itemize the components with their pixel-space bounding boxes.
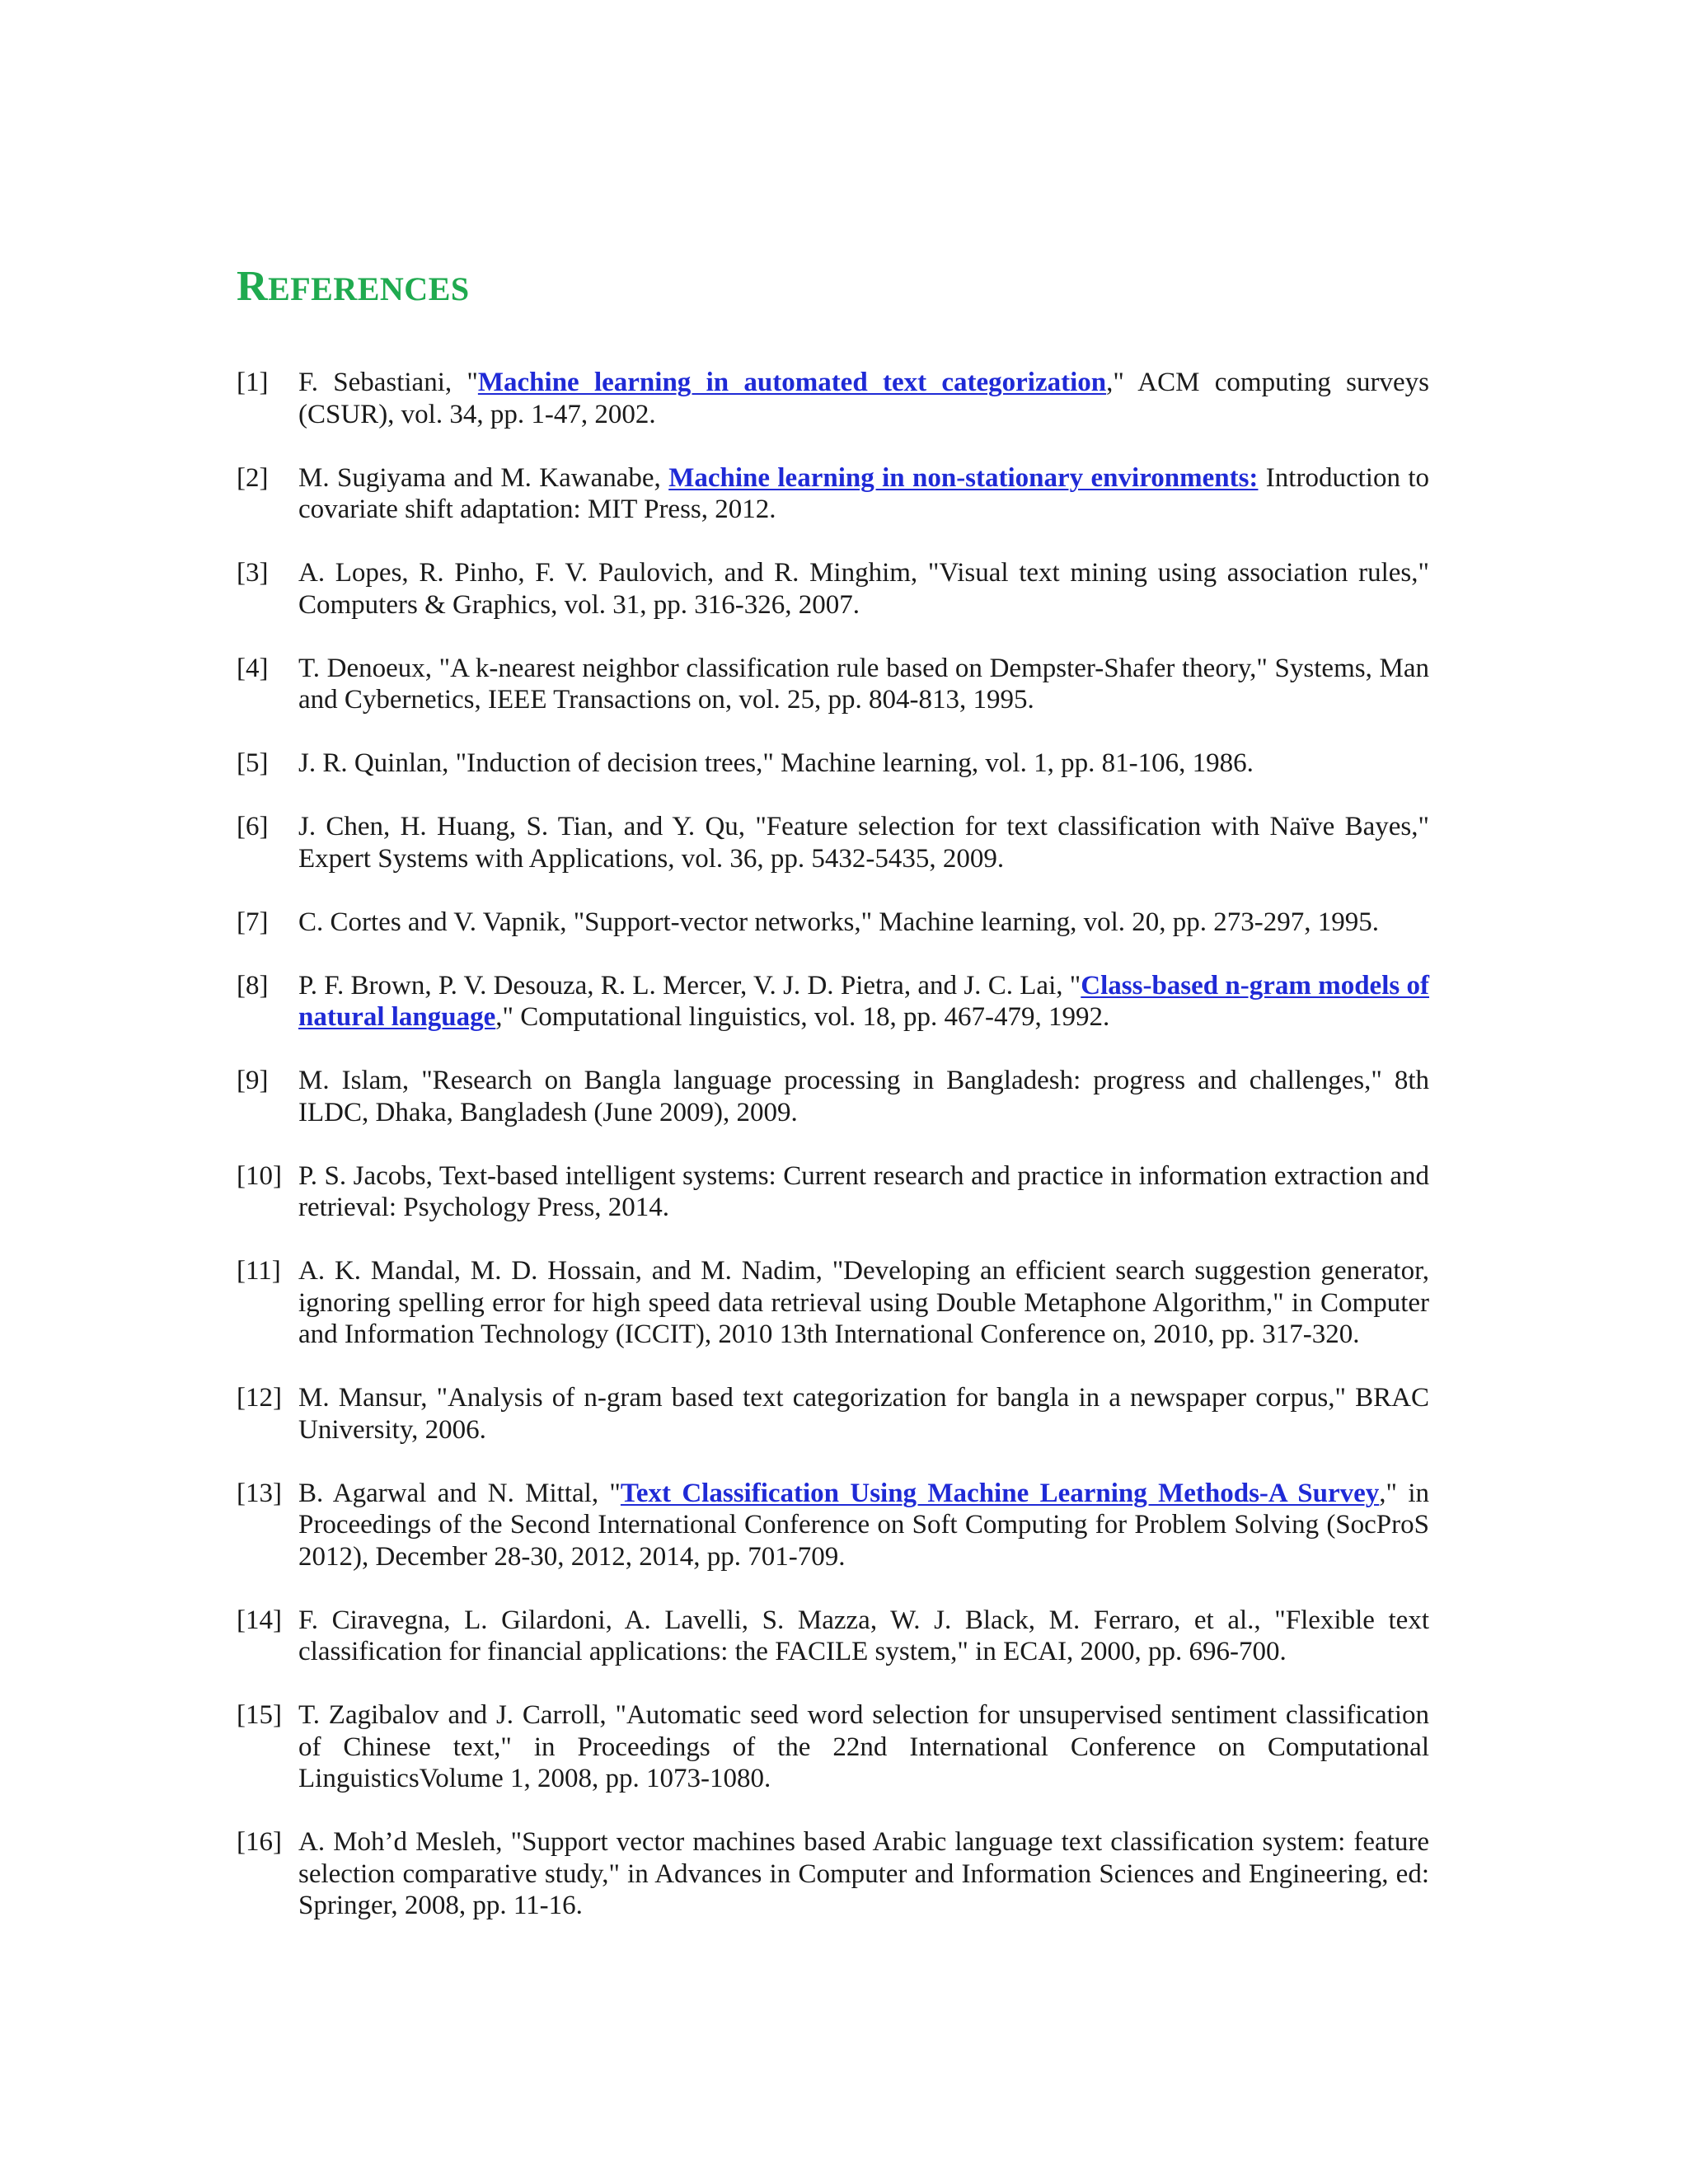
reference-text: P. S. Jacobs, Text-based intelligent systems: Current research and practice in information extraction and retrieval: Psychology Press, 2014.	[298, 1160, 1429, 1222]
reference-number: [4]	[237, 653, 269, 683]
reference-item	[237, 1160, 1429, 1224]
reference-item	[237, 462, 1429, 526]
heading-rest: EFERENCES	[268, 270, 470, 307]
reference-text: T. Zagibalov and J. Carroll, "Automatic seed word selection for unsupervised sentiment classification of Chinese text," in Proceedings of the 22nd International Conference on Computational LinguisticsVolume 1, 2008, pp. 1073-1080.	[298, 1700, 1429, 1793]
reference-number: [3]	[237, 558, 269, 588]
reference-text: M. Islam, "Research on Bangla language processing in Bangladesh: progress and challenges," 8th ILDC, Dhaka, Bangladesh (June 2009), 2009.	[298, 1066, 1429, 1127]
reference-text: P. F. Brown, P. V. Desouza, R. L. Mercer, V. J. D. Pietra, and J. C. Lai, "Class-based n-gram models of natural language," Computational linguistics, vol. 18, pp. 467-479, 1992.	[298, 970, 1429, 1032]
reference-text: T. Denoeux, "A k-nearest neighbor classification rule based on Dempster-Shafer theory," Systems, Man and Cybernetics, IEEE Transactions on, vol. 25, pp. 804-813, 1995.	[298, 653, 1429, 715]
reference-item	[237, 1478, 1429, 1573]
reference-number: [14]	[237, 1605, 282, 1635]
reference-link[interactable]: Machine learning in non-stationary environments:	[668, 462, 1259, 493]
reference-text: J. R. Quinlan, "Induction of decision trees," Machine learning, vol. 1, pp. 81-106, 1986.	[298, 748, 1254, 778]
reference-item	[237, 1605, 1429, 1668]
reference-number: [12]	[237, 1383, 282, 1413]
reference-text: F. Ciravegna, L. Gilardoni, A. Lavelli, S. Mazza, W. J. Black, M. Ferraro, et al., "Flexible text classification for financial applications: the FACILE system," in ECAI, 2000, pp. 696-700.	[298, 1605, 1429, 1666]
reference-number: [11]	[237, 1256, 281, 1286]
reference-text: A. Lopes, R. Pinho, F. V. Paulovich, and R. Minghim, "Visual text mining using association rules," Computers & Graphics, vol. 31, pp. 316-326, 2007.	[298, 558, 1429, 620]
reference-number: [10]	[237, 1160, 282, 1191]
reference-link[interactable]: Text Classification Using Machine Learning Methods-A Survey	[620, 1478, 1380, 1508]
reference-link[interactable]: Class-based n-gram models of natural language	[298, 970, 1429, 1032]
reference-number: [5]	[237, 748, 269, 778]
references-heading	[237, 262, 470, 314]
reference-text: A. Moh’d Mesleh, "Support vector machines based Arabic language text classification system: feature selection comparative study," in Advances in Computer and Information Sciences and Engineering, ed: Springer, 2008, pp. 11-16.	[298, 1827, 1429, 1920]
reference-number: [15]	[237, 1700, 282, 1730]
reference-item	[237, 970, 1429, 1033]
reference-text: C. Cortes and V. Vapnik, "Support-vector networks," Machine learning, vol. 20, pp. 273-297, 1995.	[298, 907, 1380, 937]
reference-number: [6]	[237, 812, 269, 841]
reference-item	[237, 557, 1429, 621]
reference-text: J. Chen, H. Huang, S. Tian, and Y. Qu, "Feature selection for text classification with Naïve Bayes," Expert Systems with Applications, vol. 36, pp. 5432-5435, 2009.	[298, 812, 1429, 874]
reference-item	[237, 653, 1429, 716]
reference-item	[237, 748, 1429, 780]
reference-item	[237, 811, 1429, 874]
reference-item	[237, 1065, 1429, 1128]
reference-item	[237, 1382, 1429, 1446]
reference-list	[237, 367, 1429, 1953]
reference-item	[237, 907, 1429, 939]
reference-text: A. K. Mandal, M. D. Hossain, and M. Nadim, "Developing an efficient search suggestion generator, ignoring spelling error for high speed data retrieval using Double Metaphone Algorithm," in Computer and Information Technology (ICCIT), 2010 13th International Conference on, 2010, pp. 317-320.	[298, 1256, 1429, 1349]
reference-text: B. Agarwal and N. Mittal, "Text Classification Using Machine Learning Methods-A Survey," in Proceedings of the Second International Conference on Soft Computing for Problem Solving (SocProS 2012), December 28-30, 2012, 2014, pp. 701-709.	[298, 1478, 1429, 1572]
reference-text: F. Sebastiani, "Machine learning in automated text categorization," ACM computing surveys (CSUR), vol. 34, pp. 1-47, 2002.	[298, 368, 1429, 429]
reference-number: [1]	[237, 368, 269, 397]
reference-number: [8]	[237, 970, 269, 1001]
reference-number: [9]	[237, 1066, 269, 1095]
reference-item	[237, 1699, 1429, 1795]
reference-number: [16]	[237, 1827, 282, 1857]
reference-item	[237, 367, 1429, 430]
reference-text: M. Sugiyama and M. Kawanabe, Machine learning in non-stationary environments: Introduction to covariate shift adaptation: MIT Press, 2012.	[298, 462, 1429, 524]
reference-number: [13]	[237, 1478, 282, 1508]
reference-number: [7]	[237, 907, 269, 937]
reference-link[interactable]: Machine learning in automated text categorization	[477, 368, 1107, 397]
reference-text: M. Mansur, "Analysis of n-gram based text categorization for bangla in a newspaper corpus," BRAC University, 2006.	[298, 1383, 1429, 1445]
reference-item	[237, 1255, 1429, 1351]
heading-initial: R	[237, 263, 269, 310]
reference-number: [2]	[237, 462, 269, 493]
reference-item	[237, 1826, 1429, 1922]
